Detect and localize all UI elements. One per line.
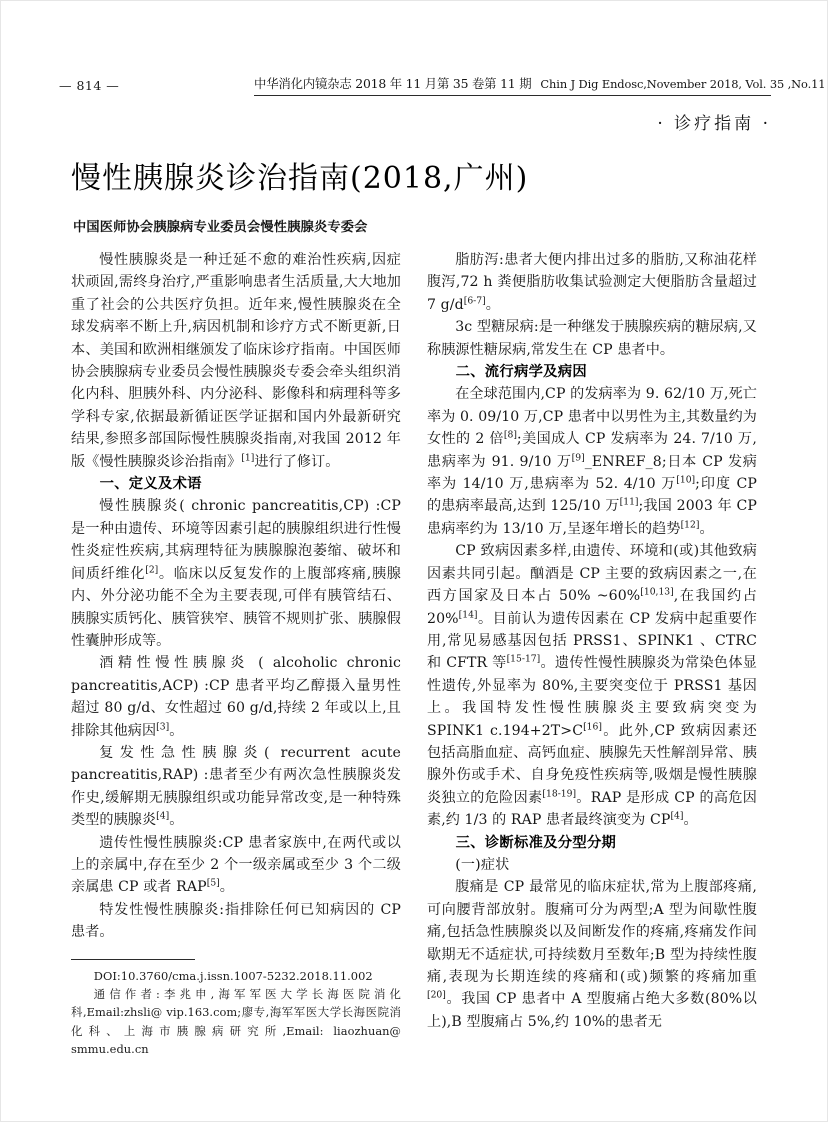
paragraph-term-type3c-diabetes: 3c 型糖尿病:是一种继发于胰腺疾病的糖尿病,又称胰源性糖尿病,常发生在 CP 患者中。	[427, 319, 757, 358]
paragraph-term-acp	[71, 652, 401, 742]
cause-text-g: 。	[683, 812, 698, 829]
reference-marker: [8]	[503, 429, 517, 441]
paragraph-epidemiology	[427, 383, 757, 540]
article-category-label: · 诊疗指南 ·	[657, 114, 771, 134]
paragraph-term-hereditary	[71, 832, 401, 899]
symptom-text-a: 腹痛是 CP 最常见的临床症状,常为上腹部疼痛,可向腰背部放射。腹痛可分为两型;A 型为间歇性腹痛,包括急性胰腺炎以及间断发作的疼痛,疼痛发作间歇期无不适症状,可持续数月至数年;B 型为持续性腹痛,表现为长期连续的疼痛和(或)频繁的疼痛加重	[427, 879, 757, 985]
term-rap-text: 复发性急性胰腺炎( recurrent acute pancreatitis,RAP) :患者至少有两次急性胰腺炎发作史,缓解期无胰腺组织或功能异常改变,是一种特殊类型的胰腺炎	[71, 744, 401, 829]
running-head-chinese: 中华消化内镜杂志 2018 年 11 月第 35 卷第 11 期	[254, 76, 532, 91]
reference-marker: [16]	[583, 720, 602, 732]
cause-text-d: 。遗传性慢性胰腺炎为常染色体显性遗传,外显率为 80%,主要突变位于 PRSS1 基因上。我国特发性慢性胰腺炎主要致病突变为 SPINK1 c.194+2T>C	[427, 655, 757, 739]
reference-marker: [20]	[427, 989, 446, 1001]
subheading-symptoms: (一)症状	[455, 856, 510, 873]
term-acp-text-tail: 。	[169, 722, 184, 739]
footnote-correspondence: 通信作者:李兆申,海军军医大学长海医院消化科,Email:zhsli@ vip.163.com;廖专,海军军医大学长海医院消化科、上海市胰腺病研究所,Email: liaozhuan@ smmu.edu.cn	[71, 987, 401, 1056]
reference-marker: [2]	[145, 564, 159, 575]
heading-definitions: 一、定义及术语	[99, 476, 202, 493]
column-right	[427, 249, 757, 1033]
term-rap-text-tail: 。	[169, 812, 184, 829]
heading-diagnosis: 三、诊断标准及分型分期	[455, 834, 617, 851]
intro-text-tail: 进行了修订。	[254, 453, 340, 470]
term-hereditary-text-tail: 。	[219, 879, 234, 896]
intro-text: 慢性胰腺炎是一种迁延不愈的难治性疾病,因症状顽固,需终身治疗,严重影响患者生活质量,大大地加重了社会的公共医疗负担。近年来,慢性胰腺炎在全球发病率不断上升,病因机制和诊疗方式不断更新,日本、美国和欧洲相继颁发了临床诊疗指南。中国医师协会胰腺病专业委员会慢性胰腺炎专委会牵头组织消化内科、胆胰外科、内分泌科、影像科和病理科等多学科专家,依据最新循证医学证据和国内外最新研究结果,参照多部国际慢性胰腺炎指南,对我国 2012 年版《慢性胰腺炎诊治指南》	[71, 252, 401, 470]
paragraph-term-steatorrhea	[427, 249, 757, 316]
cause-text-e: 。此外,CP 致病因素还包括高脂血症、高钙血症、胰腺先天性解剖异常、胰腺外伤或手术、自身免疫性疾病等,吸烟是慢性胰腺炎独立的危险因素	[427, 722, 757, 806]
reference-marker: [5]	[206, 877, 220, 889]
reference-marker: [9]	[571, 451, 585, 463]
reference-marker: [1]	[241, 451, 255, 463]
reference-marker: [14]	[458, 608, 478, 620]
reference-marker: [6-7]	[463, 295, 486, 307]
page-content-area	[59, 1, 826, 1122]
reference-marker: [4]	[156, 810, 170, 822]
epi-text-b: ;美国成人 CP 发病率为 24. 7/10 万,患病率为 91. 9/10 万	[427, 431, 757, 470]
term-steatorrhea-text-tail: 。	[485, 296, 500, 313]
epi-text-a: 在全球范围内,CP 的发病率为 9. 62/10 万,死亡率为 0. 09/10 万,CP 患者中以男性为主,其数量约为女性的 2 倍	[427, 386, 757, 448]
article-byline: 中国医师协会胰腺病专业委员会慢性胰腺炎专委会	[73, 220, 368, 235]
epi-text-c: _ENREF_8;日本 CP 发病率为 14/10 万,患病率为 52. 4/10 万	[427, 453, 757, 493]
symptom-text-b: 。我国 CP 患者中 A 型腹痛占绝大多数(80%以上),B 型腹痛占 5%,约 10%的患者无	[427, 991, 757, 1030]
reference-marker: [12]	[680, 519, 700, 531]
reference-marker: [10,13]	[640, 586, 674, 598]
page-number: — 814 —	[59, 78, 120, 93]
term-acp-text: 酒精性慢性胰腺炎 ( alcoholic chronic pancreatitis,ACP) :CP 患者平均乙醇摄入量男性超过 80 g/d、女性超过 60 g/d,持续 2 年或以上,且排除其他病因	[71, 655, 401, 739]
running-head	[59, 75, 826, 99]
heading-epidemiology: 二、流行病学及病因	[455, 364, 587, 381]
reference-marker: [18-19]	[542, 788, 577, 800]
paragraph-introduction	[71, 249, 401, 473]
footnote-divider	[71, 959, 195, 960]
running-head-english: Chin J Dig Endosc,November 2018, Vol. 35 ,No.11	[540, 77, 826, 91]
reference-marker: [4]	[670, 810, 684, 822]
cause-text-b: ,在我国约占 20%	[427, 588, 757, 627]
running-head-citation	[254, 75, 826, 96]
reference-marker: [15-17]	[506, 653, 541, 665]
reference-marker: [10]	[676, 474, 696, 486]
footnote-doi: DOI:10.3760/cma.j.issn.1007-5232.2018.11.002	[93, 969, 373, 983]
paragraph-symptoms	[427, 876, 757, 1033]
paragraph-term-idiopathic: 特发性慢性胰腺炎:指排除任何已知病因的 CP 患者。	[71, 901, 401, 941]
epi-text-e: ;我国 2003 年 CP 患病率约为 13/10 万,呈逐年增长的趋势	[427, 498, 758, 537]
paragraph-term-cp	[71, 495, 401, 652]
epi-text-f: 。	[699, 520, 714, 537]
cause-text-a: CP 致病因素多样,由遗传、环境和(或)其他致病因素共同引起。酗酒是 CP 主要的致病因素之一,在西方国家及日本占 50% ~60%	[427, 543, 757, 605]
article-title: 慢性胰腺炎诊治指南(2018,广州)	[71, 161, 529, 196]
term-steatorrhea-text: 脂肪泻:患者大便内排出过多的脂肪,又称油花样腹泻,72 h 粪便脂肪收集试验测定大便脂肪含量超过 7 g/d	[427, 252, 757, 313]
cause-text-c: 。目前认为遗传因素在 CP 发病中起重要作用,常见易感基因包括 PRSS1、SPINK1 、CTRC 和 CFTR 等	[427, 610, 757, 672]
term-hereditary-text: 遗传性慢性胰腺炎:CP 患者家族中,在两代或以上的亲属中,存在至少 2 个一级亲属或至少 3 个二级亲属患 CP 或者 RAP	[71, 834, 401, 896]
reference-marker: [3]	[156, 720, 170, 732]
cause-text-f: 。RAP 是形成 CP 的高危因素,约 1/3 的 RAP 患者最终演变为 CP	[427, 789, 757, 829]
term-cp-text: 慢性胰腺炎( chronic pancreatitis,CP) :CP 是一种由遗传、环境等因素引起的胰腺组织进行性慢性炎症性疾病,其病理特征为胰腺腺泡萎缩、破坏和间质纤维化	[71, 498, 401, 582]
epi-text-d: ;印度 CP 的患病率最高,达到 125/10 万	[427, 476, 757, 515]
paragraph-term-rap	[71, 742, 401, 832]
reference-marker: [11]	[619, 496, 639, 508]
term-cp-text-tail: 。临床以反复发作的上腹部疼痛,胰腺内、外分泌功能不全为主要表现,可伴有胰管结石、胰腺实质钙化、胰管狭窄、胰管不规则扩张、胰腺假性囊肿形成等。	[71, 565, 401, 649]
footnote-block	[71, 959, 401, 1058]
paragraph-etiology	[427, 540, 757, 831]
column-left	[71, 249, 401, 944]
